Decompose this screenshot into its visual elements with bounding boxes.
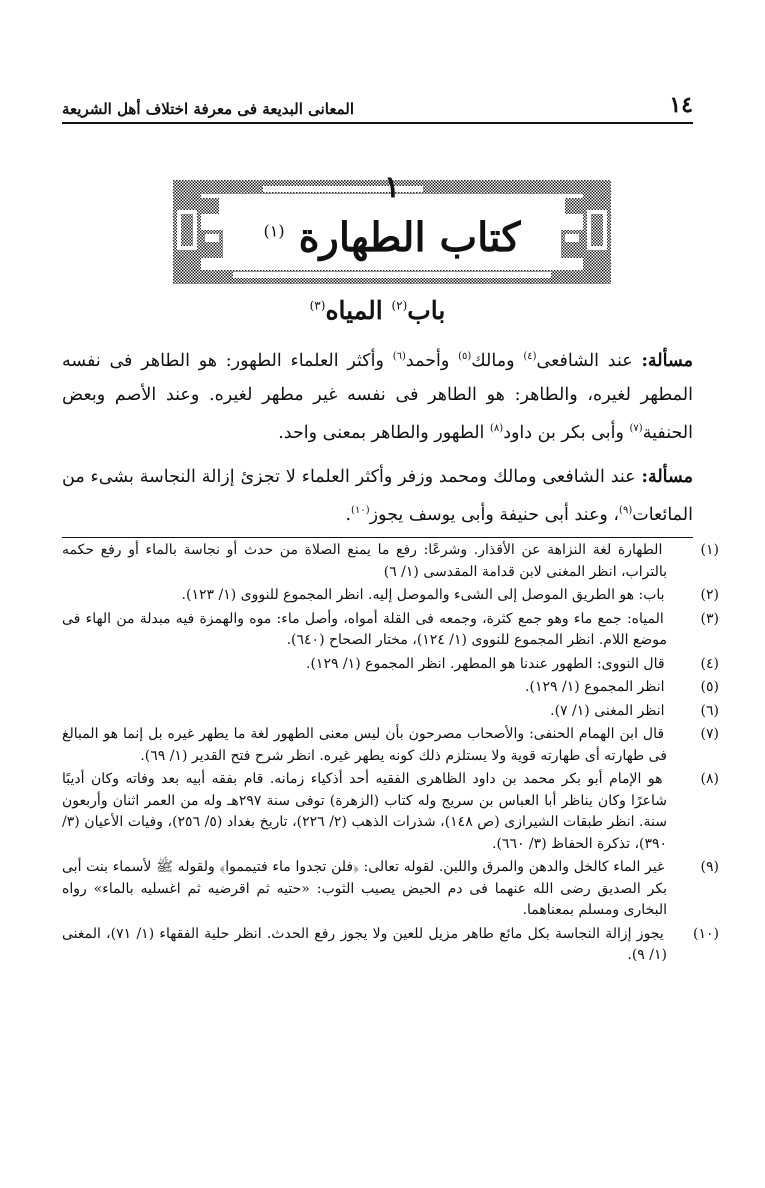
footnote — [62, 654, 719, 676]
footnote-text: يجوز إزالة النجاسة بكل مائع طاهر مزيل للعين ولا يجوز رفع الحدث. انظر حلية الفقهاء (١/ ٧١)، المغنى (١/ ٩). — [62, 925, 667, 963]
footnote-number: (٨) — [700, 771, 720, 787]
footnote — [62, 724, 720, 767]
body-segment: وأحمد — [405, 350, 450, 371]
footnote-number: (٣) — [700, 610, 719, 627]
footnote-text: هو الإمام أبو بكر محمد بن داود الظاهرى الفقيه أحد أذكياء زمانه. قام بفقه أبيه بعد وفاته وكان أديبًا شاعرًا وكان يناظر أبا العباس بن سريج وله كتاب (الزهرة) توفى سنة ٢٩٧هـ وله من العمر اثنان وأربعون سنة. انظر طبقات الشيرازى (ص ١٤٨)، شذرات الذهب (٢/ ٢٢٦)، تاريخ بغداد (٥/ ٢٥٦)، وفيات الأعيان (٣/ ٣٩٠)، تذكرة الحفاظ (٣/ ٦٦٠). — [62, 771, 668, 852]
paragraph-masala-1 — [62, 340, 693, 450]
body-segment: ومالك — [471, 350, 515, 371]
footnote-ref: (٣) — [309, 298, 326, 313]
chapter-number: ١ — [383, 170, 401, 205]
footnote-number: (٢) — [700, 587, 719, 603]
footnote — [62, 540, 720, 583]
footnote-text: غير الماء كالخل والدهن والمرق واللبن. لقوله تعالى: ﴿فلن تجدوا ماء فتيمموا﴾ ولقوله ﷺ لأسماء بنت أبى بكر الصديق رضى الله عنهما فى دم الحيض يصيب الثوب: «حتيه ثم اقرضيه ثم اغسليه بالماء» رواه البخارى ومسلم بمعناهما. — [62, 859, 667, 918]
section-name: المياه — [325, 296, 383, 325]
body-segment: عند الشافعى — [536, 350, 633, 371]
footnote-ref: (٥) — [458, 351, 472, 362]
footnote — [62, 585, 719, 607]
footnote-ref: (٩) — [619, 505, 633, 516]
footnote-text: باب: هو الطريق الموصل إلى الشىء والموصل إليه. انظر المجموع للنووى (١/ ١٢٣). — [181, 587, 665, 603]
footnote — [62, 924, 720, 967]
footnote — [62, 857, 720, 922]
footnote — [62, 769, 720, 855]
footnote-number: (٧) — [700, 726, 720, 742]
body-segment: وأكثر العلماء الطهور: هو الطاهر فى نفسه المطهر لغيره، والطاهر: هو الطاهر فى نفسه غير مطهر لغيره. وعند الأصم وبعض الحنفية — [62, 350, 693, 443]
footnote-ref: (٦) — [392, 351, 406, 362]
footnote-ref: (١٠) — [351, 505, 370, 516]
section-heading — [62, 296, 693, 325]
footnote-ref: (٧) — [629, 422, 643, 434]
footnote-text: قال النووى: الطهور عندنا هو المطهر. انظر المجموع (١/ ١٢٩). — [306, 655, 665, 672]
footnote — [62, 609, 719, 652]
footnote-number: (١٠) — [693, 925, 720, 942]
footnote-text: انظر المجموع (١/ ١٢٩). — [525, 679, 665, 695]
body-segment: . — [345, 504, 352, 525]
footnote-number: (٤) — [700, 655, 719, 672]
footnote-ref: (٨) — [490, 422, 504, 434]
chapter-banner — [173, 170, 611, 284]
running-title: المعانى البديعة فى معرفة اختلاف أهل الشريعة — [62, 100, 355, 118]
body-segment: الطهور والطاهر بمعنى واحد. — [278, 422, 485, 443]
chapter-title-text: كتاب الطهارة — [298, 214, 521, 261]
footnote-ref: (١) — [263, 221, 285, 241]
chapter-title — [173, 214, 611, 261]
footnote-ref: (٢) — [391, 298, 408, 313]
footnote-number: (١) — [700, 542, 720, 558]
page-number: ١٤ — [669, 92, 693, 118]
footnote-number: (٥) — [700, 679, 719, 695]
footnote-text: الطهارة لغة النزاهة عن الأقذار. وشرعًا: رفع ما يمنع الصلاة من حدث أو نجاسة بالماء أو رفع حكمه بالتراب، انظر المغنى لابن قدامة المقدسى (١/ ٦) — [62, 542, 667, 580]
footnotes — [62, 540, 720, 969]
body-segment: وأبى بكر بن داود — [503, 422, 624, 443]
paragraph-masala-2 — [62, 460, 693, 532]
footnote — [62, 701, 719, 723]
masala-label: مسألة: — [641, 350, 693, 371]
footnote-number: (٩) — [700, 859, 720, 875]
footnote — [62, 677, 719, 699]
masala-label: مسألة: — [641, 467, 693, 487]
footnote-text: قال ابن الهمام الحنفى: والأصحاب مصرحون بأن ليس معنى الطهور لغة ما يطهر غيره بل إنما هو المبالغ فى طهارته أى طهارته قوية ولا يستلزم ذلك كونه يطهر غيره. انظر شرح فتح القدير (١/ ٦٩). — [62, 726, 667, 764]
section-bab: باب — [407, 296, 446, 325]
body-segment: عند الشافعى ومالك ومحمد وزفر وأكثر العلماء لا تجزئ إزالة النجاسة بشىء من المائعات — [62, 467, 693, 525]
body-segment: ، وعند أبى حنيفة وأبى يوسف يجوز — [369, 504, 620, 525]
footnote-text: المياه: جمع ماء وهو جمع كثرة، وجمعه فى القلة أمواه، وأصل ماء: موه والهمزة فيه مبدلة من الهاء فى موضع اللام. انظر المجموع للنووى (١/ ١٢٤)، مختار الصحاح (٦٤٠). — [62, 610, 667, 648]
footnote-text: انظر المغنى (١/ ٧). — [550, 702, 665, 719]
footnote-number: (٦) — [700, 702, 719, 719]
footnote-separator — [62, 537, 693, 538]
footnote-ref: (٤) — [523, 351, 537, 362]
page-header — [62, 86, 693, 124]
